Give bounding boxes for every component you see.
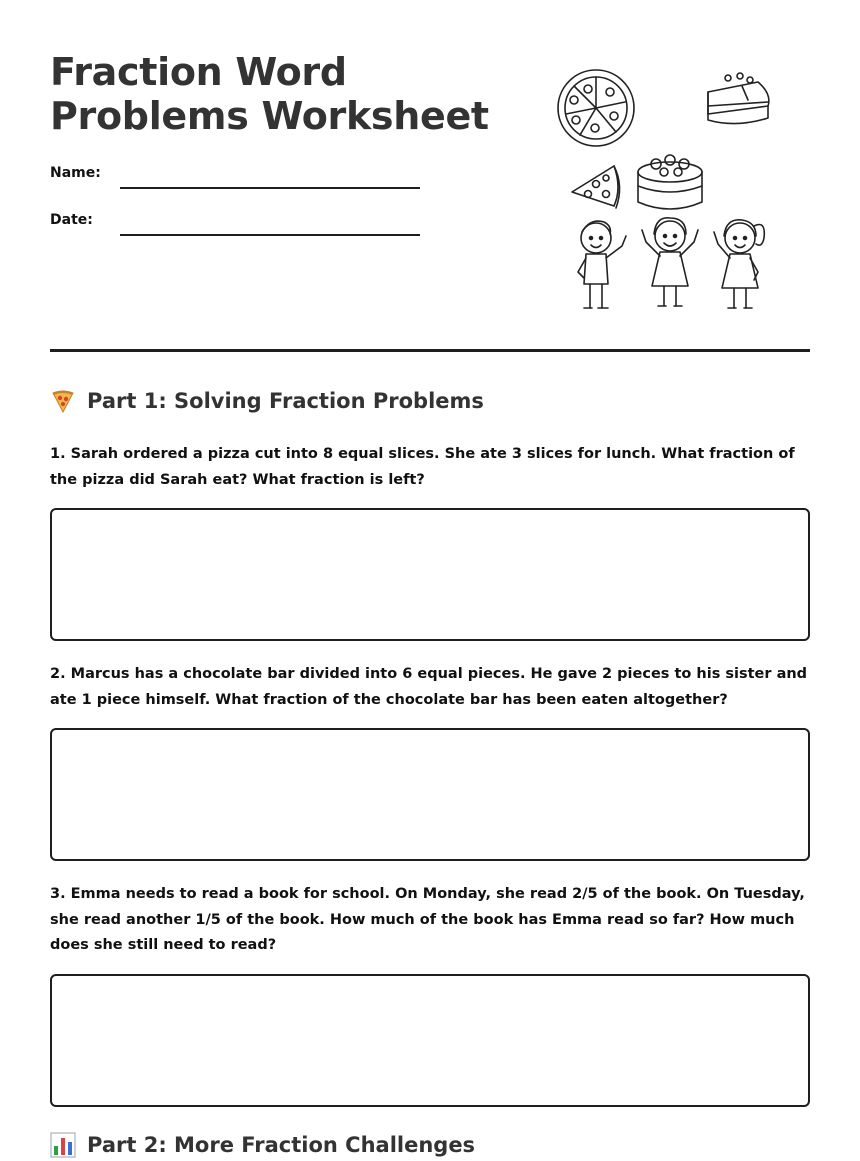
name-label: Name: (50, 165, 101, 181)
worksheet-header (50, 0, 810, 352)
cake-icon (638, 155, 702, 209)
part-1-heading (50, 388, 484, 414)
cake-slice-icon (708, 73, 769, 124)
date-field (50, 212, 420, 236)
name-field (50, 165, 420, 189)
part-2-heading (50, 1132, 475, 1158)
answer-box-2[interactable] (50, 728, 810, 861)
page-title: Fraction Word Problems Worksheet (50, 50, 489, 138)
question-1-text: 1. Sarah ordered a pizza cut into 8 equal slices. She ate 3 slices for lunch. What fraction of the pizza did Sarah eat? What fraction is left? (50, 446, 795, 488)
worksheet-page (50, 0, 810, 1157)
name-line[interactable] (120, 187, 420, 189)
question-3-text: 3. Emma needs to read a book for school. On Monday, she read 2/5 of the book. On Tuesday, she read another 1/5 of the book. How much of the book has Emma read so far? How much does she still need to read? (50, 886, 805, 953)
part-1-title: Part 1: Solving Fraction Problems (87, 389, 484, 413)
bar-chart-icon (50, 1132, 76, 1158)
pizza-slice-icon (50, 388, 76, 414)
header-illustration (550, 62, 790, 322)
pizza-icon (558, 70, 634, 146)
girl-with-ponytail-icon (714, 220, 764, 308)
question-2-text: 2. Marcus has a chocolate bar divided into 6 equal pieces. He gave 2 pieces to his sister and ate 1 piece himself. What fraction of the chocolate bar has been eaten altogether? (50, 666, 808, 708)
answer-box-3[interactable] (50, 974, 810, 1107)
girl-icon (642, 218, 698, 306)
answer-box-1[interactable] (50, 508, 810, 641)
part-2-title: Part 2: More Fraction Challenges (87, 1133, 476, 1157)
date-label: Date: (50, 212, 93, 228)
pizza-slice-icon (572, 166, 620, 208)
date-line[interactable] (120, 234, 420, 236)
boy-icon (578, 221, 626, 308)
